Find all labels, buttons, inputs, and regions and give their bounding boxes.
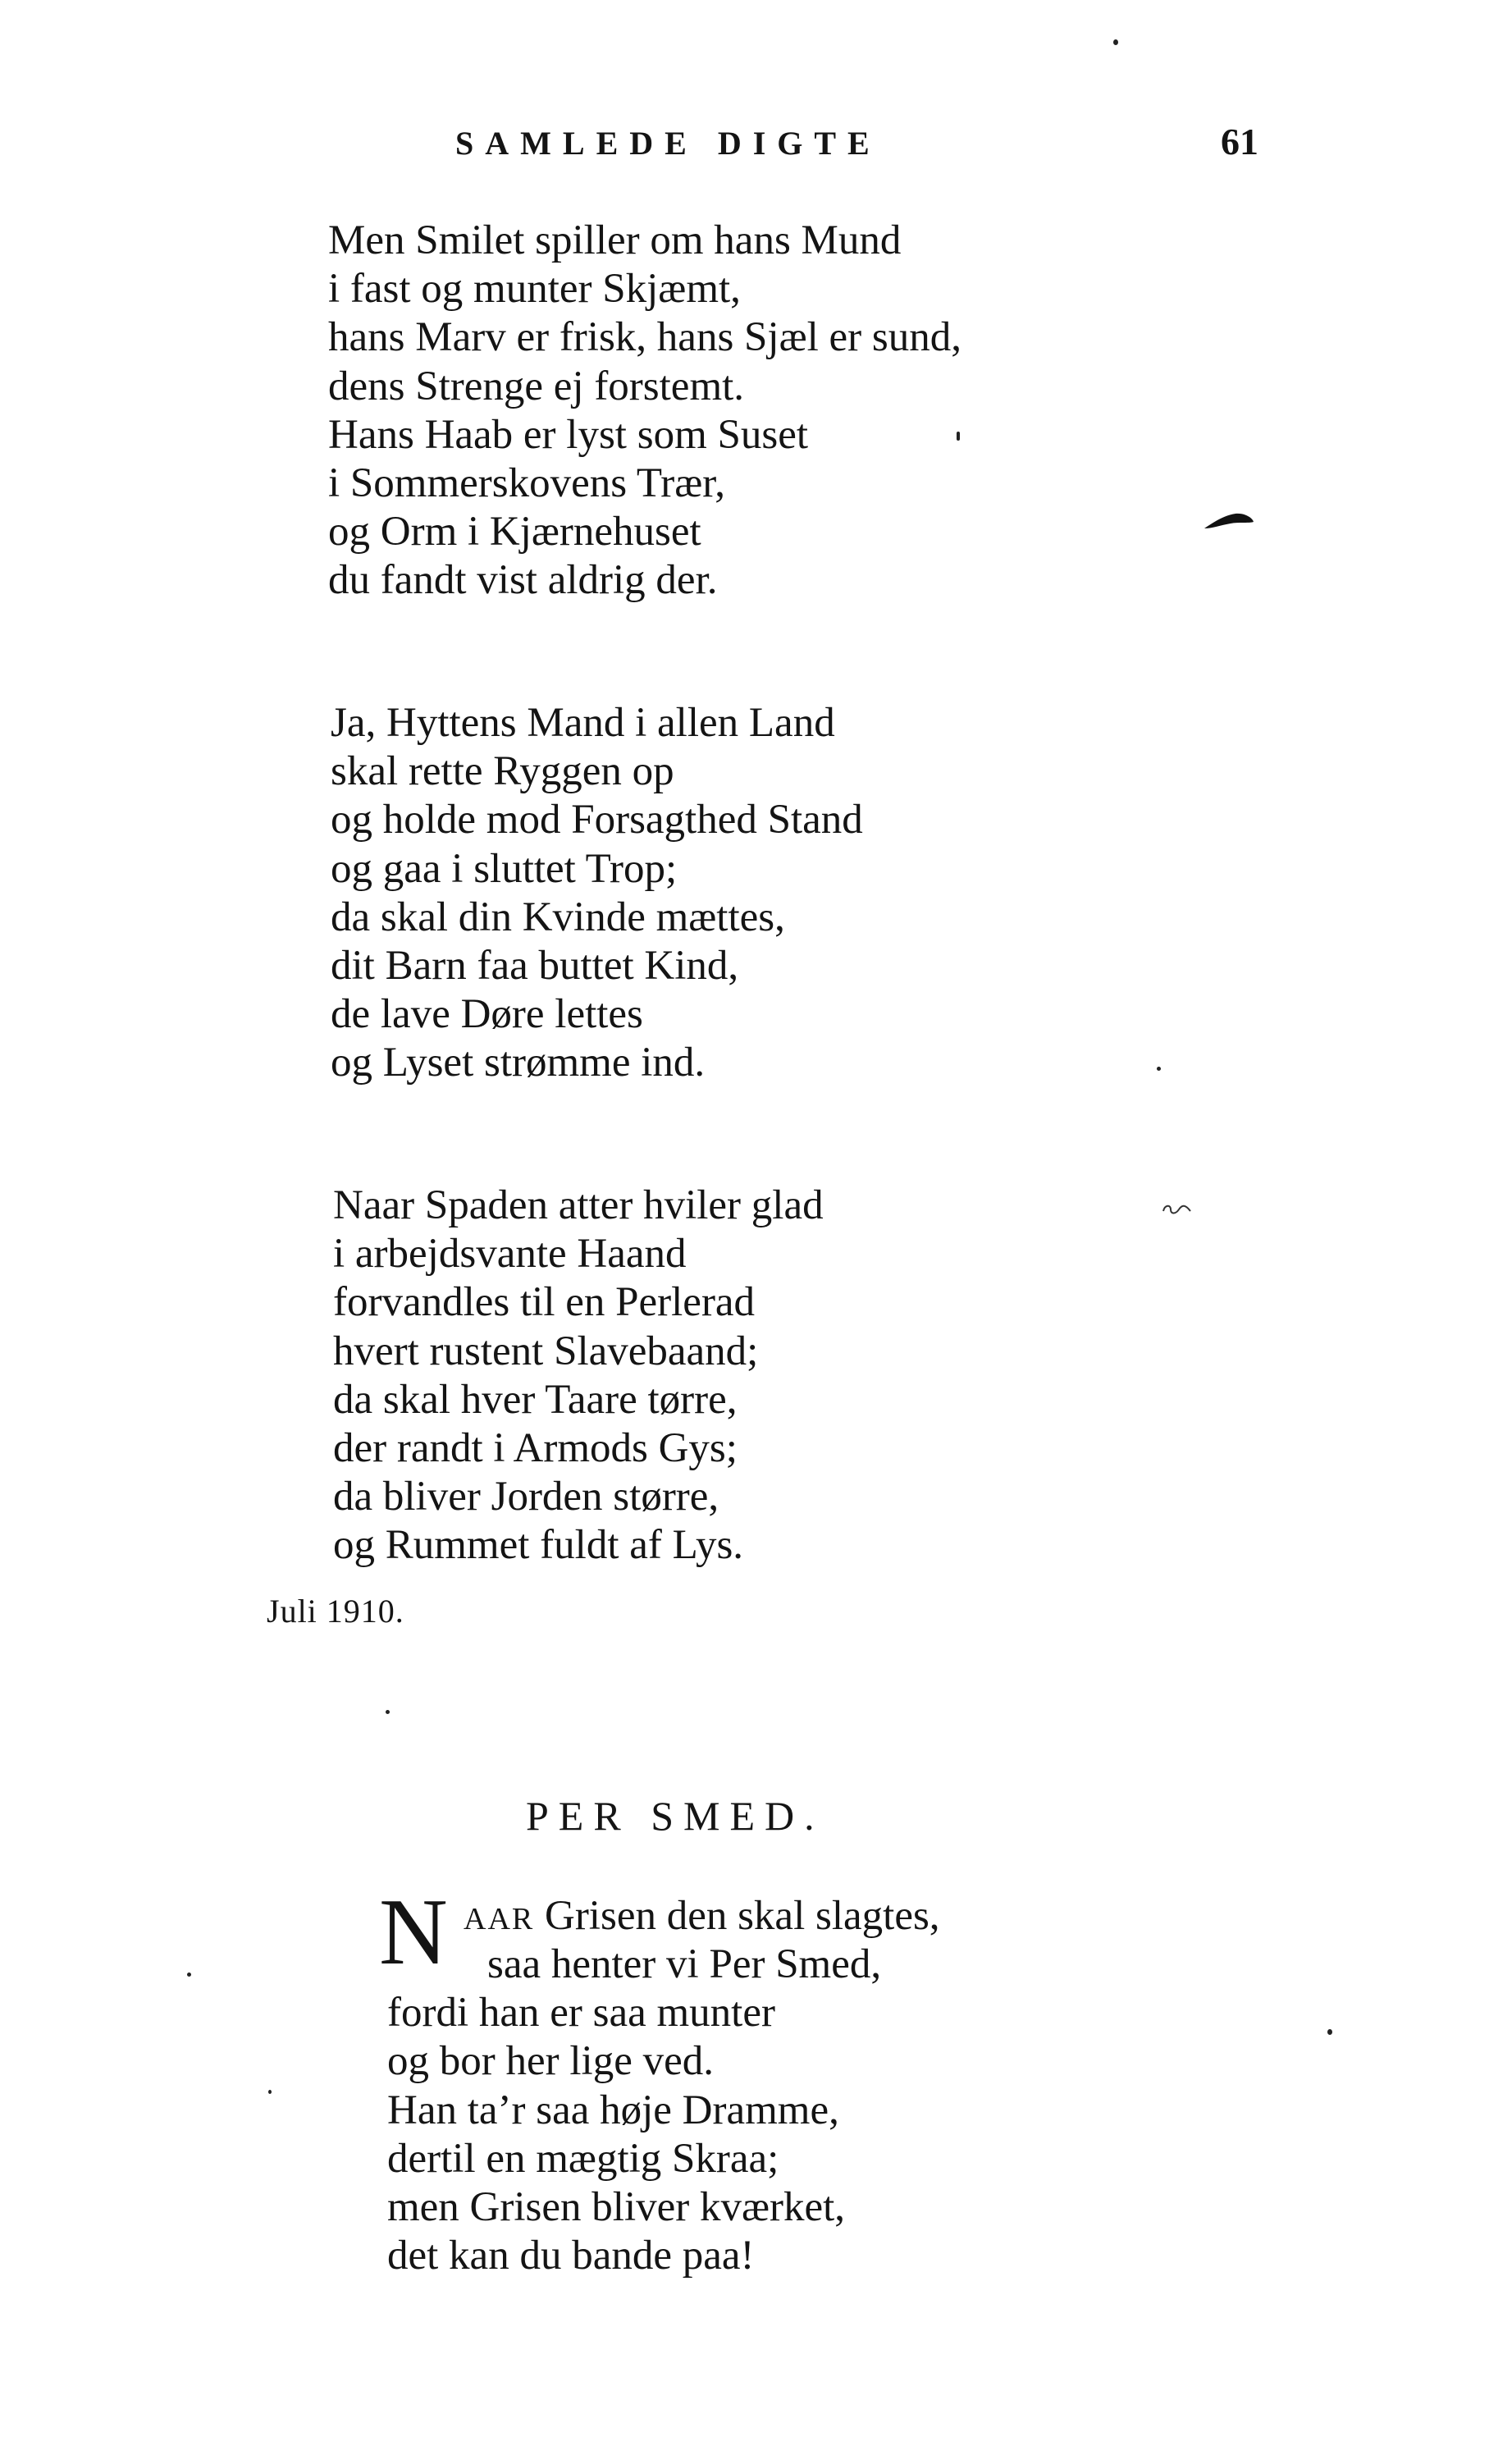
verse-line: Naar Spaden atter hviler glad [333, 1182, 824, 1228]
verse-line: da skal din Kvinde mættes, [331, 894, 785, 940]
verse-line: i Sommerskovens Trær, [328, 460, 725, 507]
verse-line: skal rette Ryggen op [331, 748, 674, 795]
verse-line: dertil en mægtig Skraa; [387, 2135, 779, 2182]
verse-line: men Grisen bliver kværket, [387, 2184, 846, 2231]
verse-line-first [464, 1892, 940, 1944]
squiggle-mark [1161, 1200, 1194, 1218]
small-caps-opening: AAR [464, 1902, 535, 1936]
verse-line: du fandt vist aldrig der. [328, 557, 718, 604]
dust-speck [957, 432, 960, 441]
verse-line: og Orm i Kjærnehuset [328, 509, 701, 555]
verse-line: i arbejdsvante Haand [333, 1231, 687, 1278]
verse-line: hans Marv er frisk, hans Sjæl er sund, [328, 314, 961, 361]
verse-line: da bliver Jorden større, [333, 1474, 719, 1520]
verse-line: fordi han er saa munter [387, 1990, 775, 2037]
verse-line: Han ta’r saa høje Dramme, [387, 2087, 839, 2133]
verse-line: det kan du bande paa! [387, 2233, 755, 2279]
dust-speck [187, 1973, 191, 1977]
verse-line: Hans Haab er lyst som Suset [328, 411, 809, 458]
verse-line: og holde mod Forsagthed Stand [331, 797, 863, 843]
poem-date: Juli 1910. [267, 1593, 404, 1630]
verse-line: da skal hver Taare tørre, [333, 1376, 738, 1423]
stanza-1 [328, 217, 961, 606]
page-number: 61 [1221, 121, 1258, 162]
verse-line: forvandles til en Perlerad [333, 1279, 756, 1326]
verse-line: Men Smilet spiller om hans Mund [328, 217, 902, 263]
stanza-2 [331, 699, 863, 1088]
verse-line: der randt i Armods Gys; [333, 1425, 738, 1472]
dust-speck [1113, 39, 1118, 45]
stanza-per-smed [387, 1941, 881, 2280]
running-title: SAMLEDE DIGTE [455, 125, 881, 162]
verse-line: dit Barn faa buttet Kind, [331, 943, 739, 990]
dust-speck [268, 2090, 272, 2094]
verse-line: og gaa i sluttet Trop; [331, 845, 678, 892]
verse-line: dens Strenge ej forstemt. [328, 363, 745, 409]
dust-speck [386, 1710, 390, 1714]
first-line-rest: Grisen den skal slagtes, [534, 1893, 940, 1939]
verse-line: og Lyset strømme ind. [331, 1040, 706, 1086]
verse-line: og Rummet fuldt af Lys. [333, 1522, 744, 1569]
verse-line: hvert rustent Slavebaand; [333, 1328, 759, 1374]
verse-line: Ja, Hyttens Mand i allen Land [331, 700, 835, 746]
verse-line: saa henter vi Per Smed, [487, 1941, 882, 1987]
dust-speck [1157, 1067, 1161, 1071]
drop-cap: N [379, 1880, 448, 1985]
dust-speck [1327, 2029, 1332, 2035]
ink-blot-mark [1203, 510, 1255, 532]
verse-line: de lave Døre lettes [331, 991, 643, 1038]
verse-line: og bor her lige ved. [387, 2038, 714, 2085]
stanza-3 [333, 1182, 824, 1570]
poem-title: PER SMED. [526, 1793, 824, 1839]
verse-line: i fast og munter Skjæmt, [328, 266, 741, 313]
